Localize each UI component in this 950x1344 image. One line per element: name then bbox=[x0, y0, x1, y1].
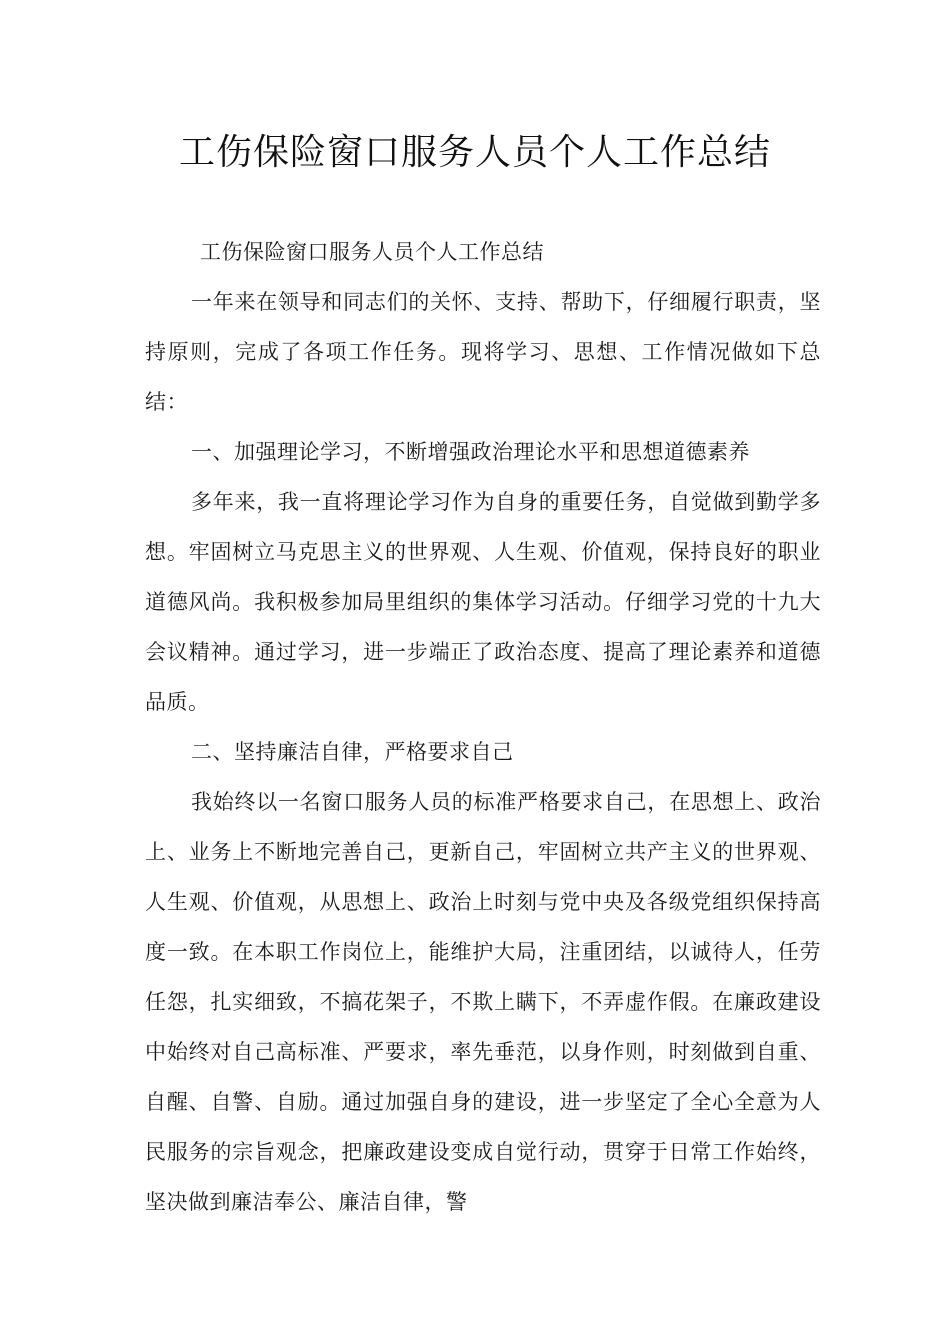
document-body bbox=[145, 227, 821, 1227]
section-heading-2: 二、坚持廉洁自律，严格要求自己 bbox=[191, 740, 514, 764]
section-2-paragraph: 我始终以一名窗口服务人员的标准严格要求自己，在思想上、政治上、业务上不断地完善自己，更新自己，牢固树立共产主义的世界观、人生观、价值观，从思想上、政治上时刻与党中央及各级党组织保持高度一致。在本职工作岗位上，能维护大局，注重团结，以诚待人，任劳任怨，扎实细致，不搞花架子，不欺上瞒下，不弄虚作假。在廉政建设中始终对自己高标准、严要求，率先垂范，以身作则，时刻做到自重、自醒、自警、自励。通过加强自身的建设，进一步坚定了全心全意为人民服务的宗旨观念，把廉政建设变成自觉行动，贯穿于日常工作始终，坚决做到廉洁奉公、廉洁自律，警 bbox=[145, 790, 821, 1214]
section-1-paragraph: 多年来，我一直将理论学习作为自身的重要任务，自觉做到勤学多想。牢固树立马克思主义的世界观、人生观、价值观，保持良好的职业道德风尚。我积极参加局里组织的集体学习活动。仔细学习党的十九大会议精神。通过学习，进一步端正了政治态度、提高了理论素养和道德品质。 bbox=[145, 490, 821, 714]
section-heading-1: 一、加强理论学习，不断增强政治理论水平和思想道德素养 bbox=[191, 440, 750, 464]
intro-paragraph: 一年来在领导和同志们的关怀、支持、帮助下，仔细履行职责，坚持原则，完成了各项工作任务。现将学习、思想、工作情况做如下总结： bbox=[145, 290, 821, 414]
document-title: 工伤保险窗口服务人员个人工作总结 bbox=[178, 132, 771, 173]
subtitle-paragraph: 工伤保险窗口服务人员个人工作总结 bbox=[200, 240, 544, 264]
